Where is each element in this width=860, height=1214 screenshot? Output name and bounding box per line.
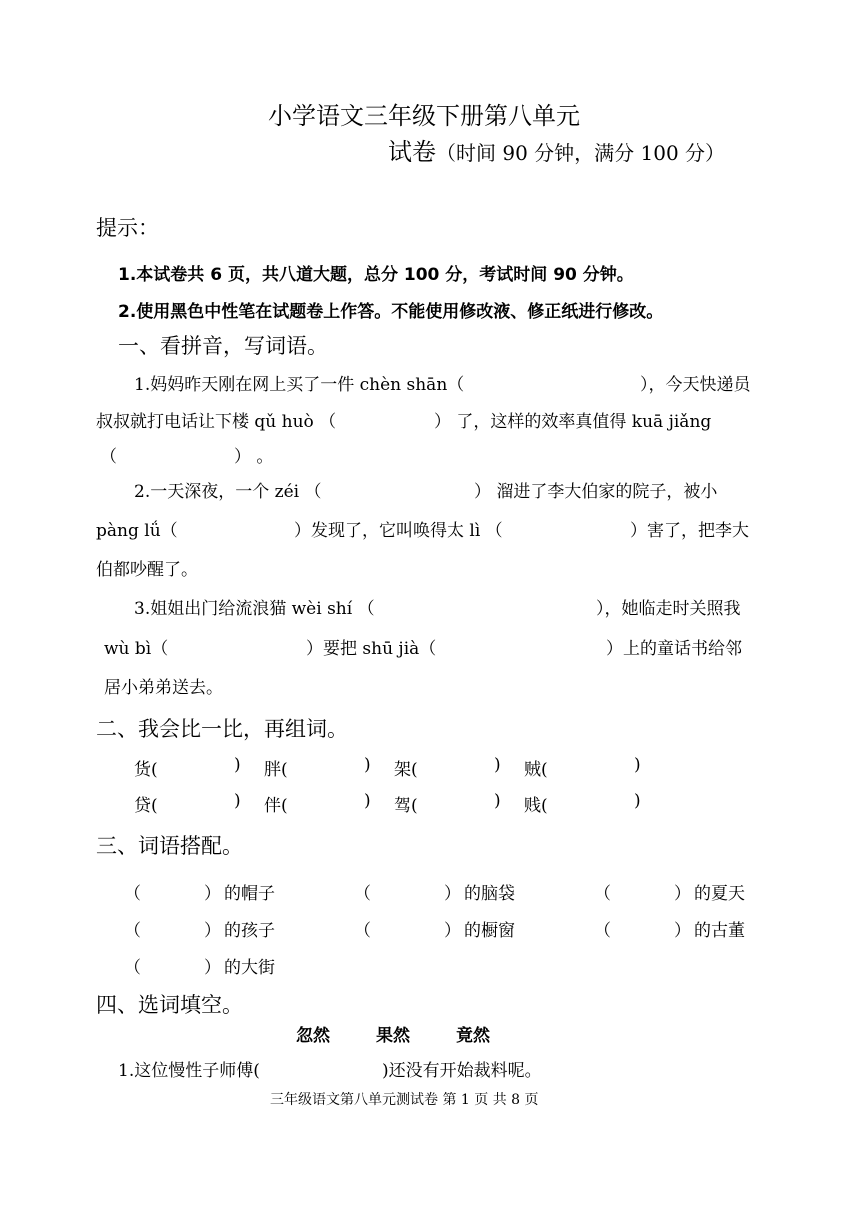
q3-line2b: ）要把 shū jià（ xyxy=(306,639,437,659)
match-close: ） xyxy=(674,921,691,941)
q2-line2b: ）发现了，它叫唤得太 lì （ xyxy=(294,521,503,541)
match-item-1: 的帽子 xyxy=(224,884,275,904)
q1-line2b: ） 了，这样的效率真值得 kuā jiǎng xyxy=(434,412,712,432)
q2-line1b: ） 溜进了李大伯家的院子，被小 xyxy=(474,482,718,502)
q3-line1a: 3.姐姐出门给流浪猫 wèi shí （ xyxy=(134,599,375,619)
word-choice-2: 果然 xyxy=(376,1026,410,1046)
word-choice-1: 忽然 xyxy=(296,1026,330,1046)
match-open: （ xyxy=(594,921,611,941)
subtitle-time-score: （时间 90 分钟，满分 100 分） xyxy=(436,141,726,165)
match-item-4: 的孩子 xyxy=(224,921,275,941)
section-3-heading: 三、词语搭配。 xyxy=(96,834,243,858)
compare-close: ) xyxy=(234,755,241,775)
compare-char-ban: 伴( xyxy=(264,796,288,816)
compare-close: ) xyxy=(234,791,241,811)
match-close: ） xyxy=(444,884,461,904)
q3-line3: 居小弟弟送去。 xyxy=(104,678,223,698)
q1-line2a: 叔叔就打电话让下楼 qǔ huò （ xyxy=(96,412,337,432)
match-item-5: 的橱窗 xyxy=(464,921,515,941)
compare-char-dai: 贷( xyxy=(134,796,158,816)
word-choice-3: 竟然 xyxy=(456,1026,490,1046)
compare-char-pang: 胖( xyxy=(264,760,288,780)
compare-close: ) xyxy=(364,755,371,775)
match-close: ） xyxy=(204,884,221,904)
match-open: （ xyxy=(354,884,371,904)
page-footer: 三年级语文第八单元测试卷 第 1 页 共 8 页 xyxy=(270,1092,539,1108)
section-4-heading: 四、选词填空。 xyxy=(96,993,243,1017)
compare-close: ) xyxy=(634,755,641,775)
compare-char-jian: 贱( xyxy=(524,796,548,816)
q2-line2a: pàng lǘ（ xyxy=(96,521,178,541)
compare-char-jia2: 驾( xyxy=(394,796,418,816)
match-close: ） xyxy=(204,958,221,978)
match-item-2: 的脑袋 xyxy=(464,884,515,904)
compare-close: ) xyxy=(494,755,501,775)
compare-char-huo: 货( xyxy=(134,760,158,780)
tip-item-2: 2.使用黑色中性笔在试题卷上作答。不能使用修改液、修正纸进行修改。 xyxy=(118,302,664,322)
q2-line3: 伯都吵醒了。 xyxy=(96,560,198,580)
match-item-6: 的古董 xyxy=(694,921,745,941)
q1-line3a: （ xyxy=(100,447,117,467)
match-open: （ xyxy=(124,884,141,904)
compare-close: ) xyxy=(634,791,641,811)
subtitle-main: 试卷 xyxy=(388,138,436,166)
match-open: （ xyxy=(594,884,611,904)
paper-title: 小学语文三年级下册第八单元 xyxy=(268,102,580,130)
tips-heading: 提示： xyxy=(96,216,159,240)
match-open: （ xyxy=(124,958,141,978)
compare-char-jia: 架( xyxy=(394,760,418,780)
compare-close: ) xyxy=(494,791,501,811)
match-item-7: 的大街 xyxy=(224,958,275,978)
q3-line2c: ）上的童话书给邻 xyxy=(606,639,742,659)
section-2-heading: 二、我会比一比，再组词。 xyxy=(96,717,348,741)
q3-line1b: ），她临走时关照我 xyxy=(596,599,741,619)
fill-q1a: 1.这位慢性子师傅( xyxy=(118,1061,260,1081)
q3-line2a: wù bì（ xyxy=(104,639,169,659)
q2-line2c: ）害了，把李大 xyxy=(630,521,749,541)
fill-q1b: )还没有开始裁料呢。 xyxy=(382,1061,542,1081)
compare-char-zei: 贼( xyxy=(524,760,548,780)
q1-line1b: ），今天快递员 xyxy=(640,375,751,395)
compare-close: ) xyxy=(364,791,371,811)
match-open: （ xyxy=(124,921,141,941)
q2-line1a: 2.一天深夜，一个 zéi （ xyxy=(134,482,322,502)
tip-item-1: 1.本试卷共 6 页，共八道大题，总分 100 分，考试时间 90 分钟。 xyxy=(118,265,634,285)
match-item-3: 的夏天 xyxy=(694,884,745,904)
match-close: ） xyxy=(674,884,691,904)
match-close: ） xyxy=(444,921,461,941)
section-1-heading: 一、看拼音，写词语。 xyxy=(118,334,328,358)
match-close: ） xyxy=(204,921,221,941)
q1-line3b: ） 。 xyxy=(234,447,274,467)
paper-subtitle xyxy=(388,132,725,167)
match-open: （ xyxy=(354,921,371,941)
q1-line1a: 1.妈妈昨天刚在网上买了一件 chèn shān（ xyxy=(134,375,465,395)
